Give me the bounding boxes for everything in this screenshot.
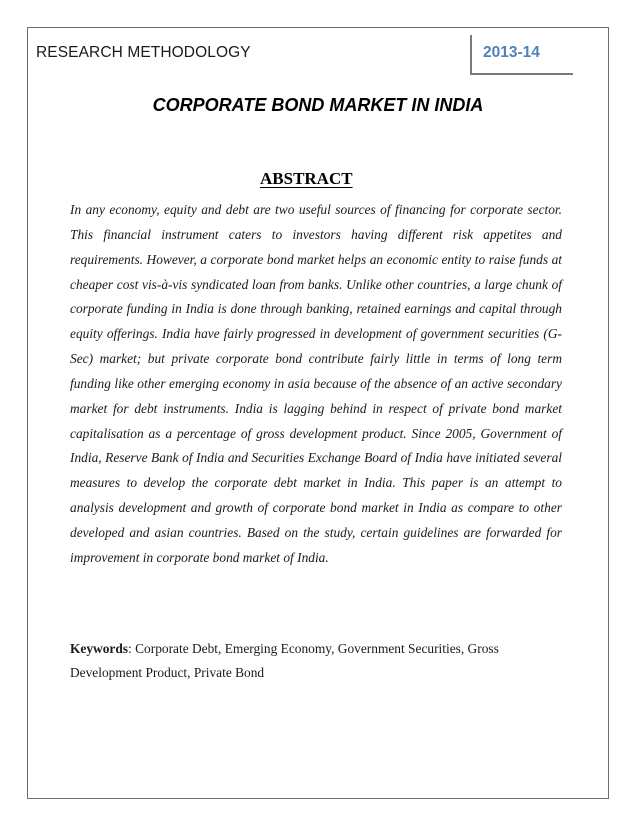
- keywords-separator: :: [128, 641, 136, 656]
- page-header: [27, 27, 609, 75]
- abstract-heading: ABSTRACT: [260, 169, 353, 188]
- header-title: RESEARCH METHODOLOGY: [36, 44, 251, 61]
- abstract-body: In any economy, equity and debt are two useful sources of financing for corporate sector. This financial instrument caters to investors having different risk appetites and requirements. However, a corporate bond market helps an economic entity to raise funds at cheaper cost vis-à-vis syndicated loan from banks. Unlike other countries, a large chunk of corporate funding in India is done through banking, retained earnings and capital through equity offerings. India have fairly progressed in development of government securities (G-Sec) market; but private corporate bond contribute fairly little in terms of long term funding like other emerging economy in asia because of the absence of an active secondary market for debt instruments. India is lagging behind in respect of private bond market capitalisation as a percentage of gross development product. Since 2005, Government of India, Reserve Bank of India and Securities Exchange Board of India have initiated several measures to develop the corporate debt market in India. This paper is an attempt to analysis development and growth of corporate bond market in India as compare to other developed and asian countries. Based on the study, certain guidelines are forwarded for improvement in corporate bond market of India.: [70, 202, 562, 565]
- keywords-text: Corporate Debt, Emerging Economy, Government Securities, Gross Development Product, Private Bond: [70, 641, 499, 680]
- keywords-paragraph: [70, 637, 562, 685]
- header-year-underline: [470, 73, 573, 75]
- header-divider: [470, 35, 472, 75]
- header-year: 2013-14: [483, 44, 540, 61]
- keywords-label: Keywords: [70, 641, 129, 656]
- document-title: CORPORATE BOND MARKET IN INDIA: [152, 95, 484, 115]
